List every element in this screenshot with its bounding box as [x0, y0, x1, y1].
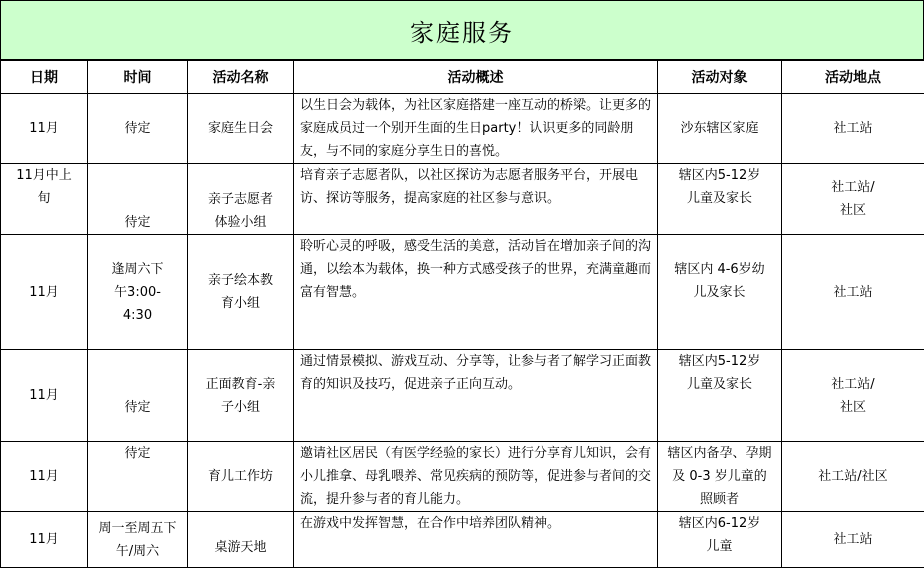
cell-location: 社工站	[782, 512, 924, 568]
activity-table	[0, 60, 924, 568]
table-row	[1, 94, 924, 164]
cell-activity-summary: 聆听心灵的呼吸，感受生活的美意，活动旨在增加亲子间的沟通，以绘本为载体，换一种方式感受孩子的世界，充满童趣而富有智慧。	[294, 235, 658, 350]
cell-location: 社工站/社区	[782, 350, 924, 442]
cell-activity-name: 家庭生日会	[188, 94, 294, 164]
table-row	[1, 350, 924, 442]
cell-time: 待定	[88, 164, 188, 235]
cell-date: 11月	[1, 94, 88, 164]
cell-date: 11月	[1, 442, 88, 512]
cell-location: 社工站/社区	[782, 442, 924, 512]
cell-activity-summary: 培育亲子志愿者队，以社区探访为志愿者服务平台，开展电访、探访等服务，提高家庭的社区参与意识。	[294, 164, 658, 235]
header-target-audience: 活动对象	[658, 61, 782, 94]
cell-time: 逢周六下午3:00-4:30	[88, 235, 188, 350]
cell-time: 周一至周五下午/周六	[88, 512, 188, 568]
cell-time: 待定	[88, 442, 188, 512]
cell-activity-name: 正面教育-亲子小组	[188, 350, 294, 442]
cell-target-audience: 辖区内备孕、孕期及 0-3 岁儿童的照顾者	[658, 442, 782, 512]
header-time: 时间	[88, 61, 188, 94]
cell-target-audience: 沙东辖区家庭	[658, 94, 782, 164]
header-activity-name: 活动名称	[188, 61, 294, 94]
cell-location: 社工站	[782, 235, 924, 350]
cell-target-audience: 辖区内5-12岁儿童及家长	[658, 350, 782, 442]
header-location: 活动地点	[782, 61, 924, 94]
cell-activity-summary: 通过情景模拟、游戏互动、分享等，让参与者了解学习正面教育的知识及技巧，促进亲子正向互动。	[294, 350, 658, 442]
cell-date: 11月	[1, 235, 88, 350]
header-activity-summary: 活动概述	[294, 61, 658, 94]
cell-activity-name: 亲子志愿者体验小组	[188, 164, 294, 235]
cell-location: 社工站	[782, 94, 924, 164]
table-row	[1, 164, 924, 235]
cell-activity-summary: 在游戏中发挥智慧，在合作中培养团队精神。	[294, 512, 658, 568]
cell-date: 11月	[1, 350, 88, 442]
table-row	[1, 442, 924, 512]
cell-time: 待定	[88, 94, 188, 164]
cell-date: 11月中上旬	[1, 164, 88, 235]
header-row	[1, 61, 924, 94]
cell-target-audience: 辖区内6-12岁儿童	[658, 512, 782, 568]
cell-activity-summary: 以生日会为载体，为社区家庭搭建一座互动的桥梁。让更多的家庭成员过一个别开生面的生日party！认识更多的同龄朋友，与不同的家庭分享生日的喜悦。	[294, 94, 658, 164]
table-row	[1, 512, 924, 568]
cell-target-audience: 辖区内 4-6岁幼儿及家长	[658, 235, 782, 350]
cell-activity-name: 育儿工作坊	[188, 442, 294, 512]
cell-activity-summary: 邀请社区居民（有医学经验的家长）进行分享育儿知识，会有小儿推拿、母乳喂养、常见疾病的预防等，促进参与者间的交流，提升参与者的育儿能力。	[294, 442, 658, 512]
cell-activity-name: 亲子绘本教育小组	[188, 235, 294, 350]
cell-time: 待定	[88, 350, 188, 442]
header-date: 日期	[1, 61, 88, 94]
table-title: 家庭服务	[0, 0, 924, 60]
cell-date: 11月	[1, 512, 88, 568]
table-row	[1, 235, 924, 350]
cell-activity-name: 桌游天地	[188, 512, 294, 568]
cell-location: 社工站/社区	[782, 164, 924, 235]
cell-target-audience: 辖区内5-12岁儿童及家长	[658, 164, 782, 235]
